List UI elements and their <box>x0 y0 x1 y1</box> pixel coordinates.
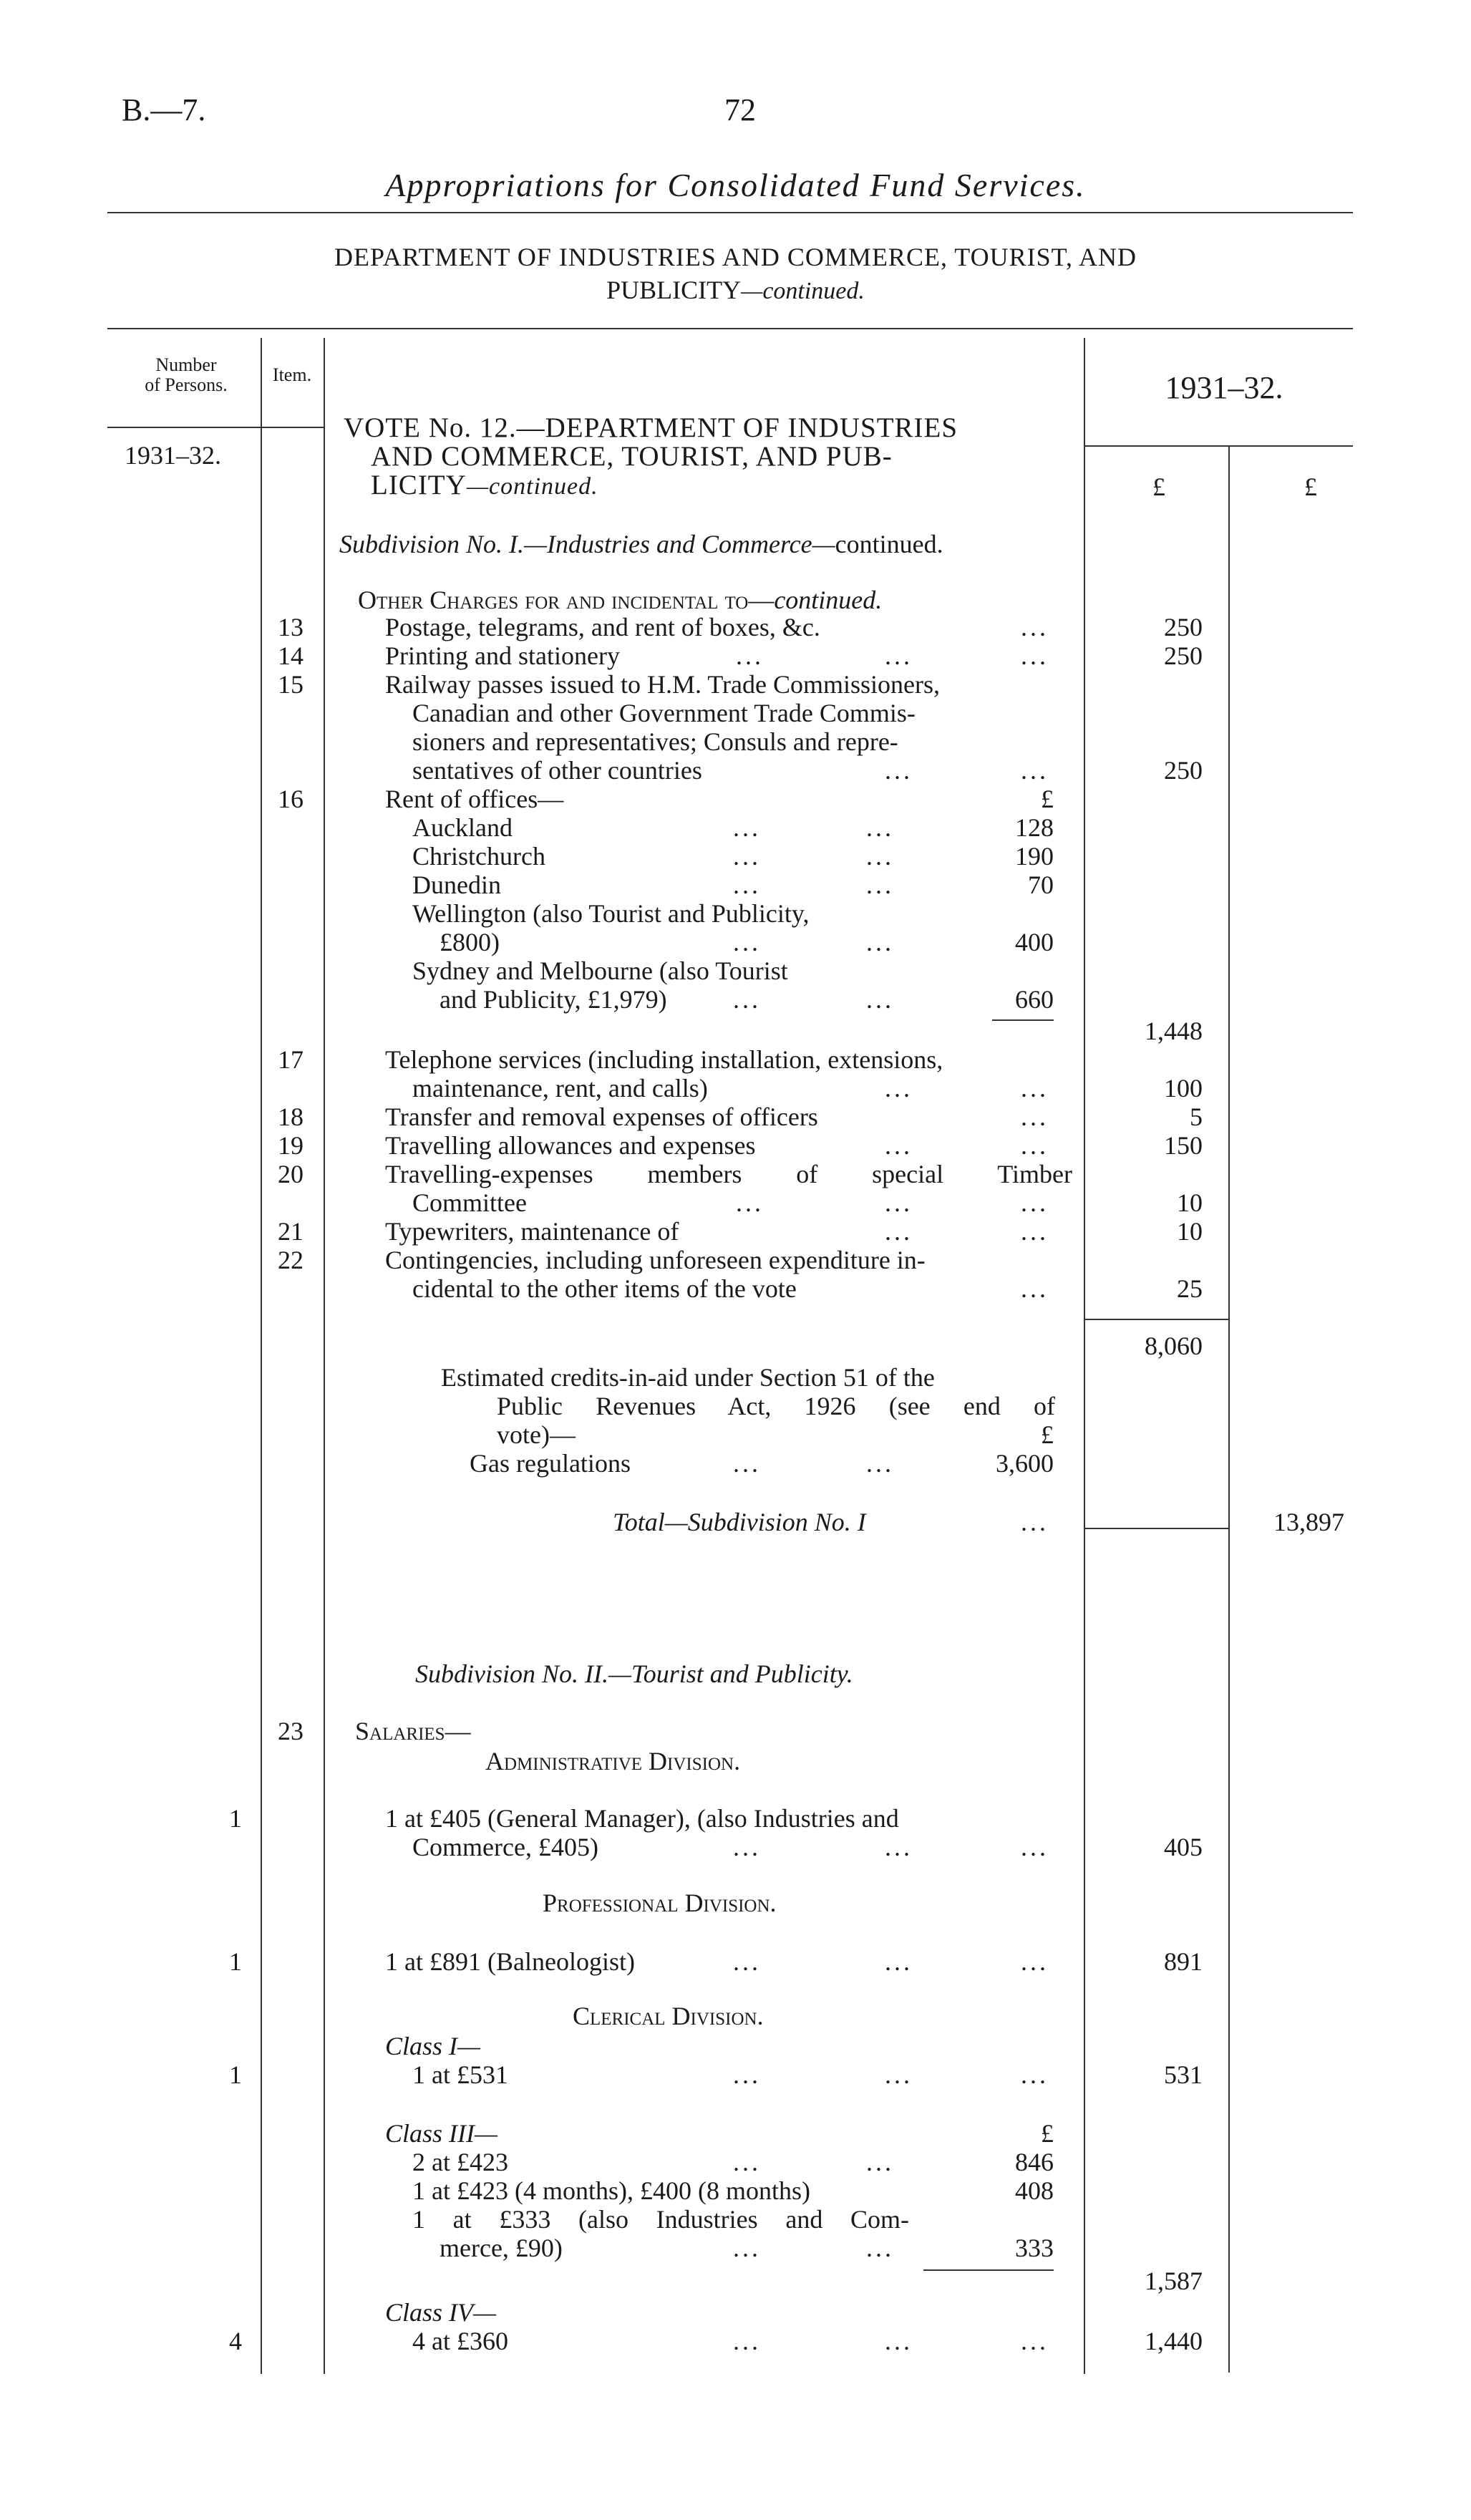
leader-dots: ... <box>733 842 761 871</box>
credits-text-line: Public Revenues Act, 1926 (see end of <box>497 1392 1055 1420</box>
leader-dots: ... <box>1021 756 1049 785</box>
salary-line: 1 at £405 (General Manager), (also Industries and <box>385 1804 899 1833</box>
column-divider-item <box>324 338 325 2374</box>
item-text: Transfer and removal expenses of officers <box>385 1102 818 1131</box>
class-1-label: Class I— <box>385 2032 481 2060</box>
column-divider-persons <box>261 338 262 2374</box>
leader-dots: ... <box>733 2148 761 2176</box>
item-number: 16 <box>278 785 304 813</box>
page-title: Appropriations for Consolidated Fund Services. <box>385 167 1086 203</box>
item-text-line: Contingencies, including unforeseen expenditure in- <box>385 1246 926 1274</box>
item-amount: 25 <box>1177 1274 1203 1303</box>
item-amount: 5 <box>1190 1102 1203 1131</box>
subdivision-2-heading: Subdivision No. II.—Tourist and Publicity. <box>415 1659 853 1688</box>
leader-dots: ... <box>866 1449 894 1478</box>
rent-office-name: Auckland <box>412 813 513 842</box>
class-3-subtotal-rule <box>923 2269 1054 2271</box>
item-number: 18 <box>278 1102 304 1131</box>
leader-dots: ... <box>885 1833 913 1861</box>
professional-division-heading: Professional Division. <box>543 1889 777 1917</box>
leader-dots: ... <box>1021 1274 1049 1303</box>
item-number: 22 <box>278 1246 304 1274</box>
document-reference: B.—7. <box>122 92 206 127</box>
item-text-line: cidental to the other items of the vote <box>412 1274 797 1303</box>
item-text-line: Canadian and other Government Trade Commis- <box>412 699 916 727</box>
item-amount: 100 <box>1164 1074 1203 1102</box>
leader-dots: ... <box>1021 641 1049 670</box>
leader-dots: ... <box>1021 2327 1049 2355</box>
leader-dots: ... <box>885 2060 913 2089</box>
leader-dots: ... <box>1021 1833 1049 1861</box>
leader-dots: ... <box>866 871 894 899</box>
item-number: 23 <box>278 1717 304 1745</box>
leader-dots: ... <box>866 2234 894 2262</box>
item-number: 21 <box>278 1217 304 1246</box>
leader-dots: ... <box>733 871 761 899</box>
rent-office-value: 400 <box>1015 928 1054 956</box>
item-number: 15 <box>278 670 304 699</box>
item-text: Typewriters, maintenance of <box>385 1217 679 1246</box>
leader-dots: ... <box>733 1947 761 1976</box>
persons-count: 4 <box>229 2327 242 2355</box>
subdivision-1-heading: Subdivision No. I.—Industries and Commerce—continued. <box>339 530 943 558</box>
credits-text-line: vote)— <box>497 1420 576 1449</box>
leader-dots: ... <box>866 813 894 842</box>
department-heading-line1: DEPARTMENT OF INDUSTRIES AND COMMERCE, TOURIST, AND <box>334 243 1137 271</box>
leader-dots: ... <box>1021 1102 1049 1131</box>
persons-header-rule <box>107 427 261 428</box>
leader-dots: ... <box>733 2327 761 2355</box>
item-number: 20 <box>278 1160 304 1188</box>
leader-dots: ... <box>1021 613 1049 641</box>
salary-line: 2 at £423 <box>412 2148 508 2176</box>
credits-text-line: Estimated credits-in-aid under Section 51 of the <box>441 1363 935 1392</box>
rent-office-value: 660 <box>1015 985 1054 1014</box>
rent-office-name: Christchurch <box>412 842 545 871</box>
leader-dots: ... <box>885 1188 913 1217</box>
item-text-line: Railway passes issued to H.M. Trade Commissioners, <box>385 670 941 699</box>
vote-heading-line2: AND COMMERCE, TOURIST, AND PUB- <box>371 441 893 472</box>
rent-office-name: Dunedin <box>412 871 501 899</box>
leader-dots: ... <box>1021 1074 1049 1102</box>
item-amount: 150 <box>1164 1131 1203 1160</box>
salary-line: Commerce, £405) <box>412 1833 598 1861</box>
gas-regulations-label: Gas regulations <box>470 1449 631 1478</box>
leader-dots: ... <box>733 813 761 842</box>
leader-dots: ... <box>885 2327 913 2355</box>
leader-dots: ... <box>1021 1217 1049 1246</box>
rent-subtotal-rule <box>992 1019 1054 1021</box>
leader-dots: ... <box>733 1449 761 1478</box>
item-text-line: maintenance, rent, and calls) <box>412 1074 708 1102</box>
rent-pound-sign: £ <box>1041 785 1054 813</box>
class-3-value: 333 <box>1015 2234 1054 2262</box>
leader-dots: ... <box>885 1074 913 1102</box>
leader-dots: ... <box>866 928 894 956</box>
leader-dots: ... <box>866 2148 894 2176</box>
item-number: 19 <box>278 1131 304 1160</box>
item-number: 13 <box>278 613 304 641</box>
item-amount: 10 <box>1177 1217 1203 1246</box>
salaries-heading: Salaries— <box>355 1717 471 1745</box>
persons-count: 1 <box>229 1804 242 1833</box>
item-number: 17 <box>278 1045 304 1074</box>
salary-line: 1 at £891 (Balneologist) <box>385 1947 635 1976</box>
salary-line: 1 at £333 (also Industries and Com- <box>412 2205 909 2234</box>
salary-line: 1 at £531 <box>412 2060 508 2089</box>
leader-dots: ... <box>1021 1188 1049 1217</box>
item-text-line: Committee <box>412 1188 527 1217</box>
persons-count: 1 <box>229 2060 242 2089</box>
title-rule <box>107 212 1353 213</box>
other-charges-heading: Other Charges for and incidental to—continued. <box>358 586 883 614</box>
rent-office-value: 70 <box>1028 871 1054 899</box>
persons-year-header: 1931–32. <box>125 441 221 470</box>
clerical-division-heading: Clerical Division. <box>573 2002 764 2030</box>
vote-heading-line1: VOTE No. 12.—DEPARTMENT OF INDUSTRIES <box>344 412 958 443</box>
rent-office-value: 190 <box>1015 842 1054 871</box>
class-3-pound-sign: £ <box>1041 2119 1054 2148</box>
item-amount: 250 <box>1164 613 1203 641</box>
rent-total: 1,448 <box>1145 1017 1203 1045</box>
leader-dots: ... <box>733 985 761 1014</box>
class-4-label: Class IV— <box>385 2298 497 2327</box>
class-3-value: 408 <box>1015 2176 1054 2205</box>
leader-dots: ... <box>1021 1947 1049 1976</box>
salary-line: 4 at £360 <box>412 2327 508 2355</box>
leader-dots: ... <box>733 1833 761 1861</box>
department-rule <box>107 328 1353 329</box>
column-divider-amount <box>1228 447 1230 2373</box>
charges-total: 8,060 <box>1145 1332 1203 1360</box>
leader-dots: ... <box>885 1217 913 1246</box>
item-column-header: Item. <box>272 364 312 385</box>
rent-office-name: Sydney and Melbourne (also Tourist <box>412 956 788 985</box>
item-text: Travelling allowances and expenses <box>385 1131 756 1160</box>
charges-total-rule <box>1085 1319 1228 1320</box>
subdivision-1-total-label: Total—Subdivision No. I <box>613 1508 866 1536</box>
leader-dots: ... <box>736 641 764 670</box>
salary-amount: 531 <box>1164 2060 1203 2089</box>
gas-regulations-value: 3,600 <box>996 1449 1054 1478</box>
item-amount: 250 <box>1164 641 1203 670</box>
leader-dots: ... <box>1021 2060 1049 2089</box>
leader-dots: ... <box>866 985 894 1014</box>
item-text: Printing and stationery <box>385 641 620 670</box>
rent-office-name: £800) <box>440 928 500 956</box>
pound-column-1: £ <box>1152 472 1165 501</box>
amount-year-header: 1931–32. <box>1165 370 1283 405</box>
salary-amount: 405 <box>1164 1833 1203 1861</box>
class-3-value: 846 <box>1015 2148 1054 2176</box>
item-number: 14 <box>278 641 304 670</box>
item-amount: 250 <box>1164 756 1203 785</box>
salary-amount: 891 <box>1164 1947 1203 1976</box>
leader-dots: ... <box>885 641 913 670</box>
rent-office-name: and Publicity, £1,979) <box>440 985 667 1014</box>
leader-dots: ... <box>733 928 761 956</box>
item-header-rule <box>262 427 324 428</box>
leader-dots: ... <box>736 1188 764 1217</box>
salary-amount: 1,440 <box>1145 2327 1203 2355</box>
department-heading-line2: PUBLICITY—continued. <box>606 276 865 304</box>
leader-dots: ... <box>885 756 913 785</box>
item-text-line: sentatives of other countries <box>412 756 702 785</box>
amount-header-rule <box>1085 445 1353 447</box>
rent-office-name: Wellington (also Tourist and Publicity, <box>412 899 810 928</box>
subdivision-1-total-rule <box>1085 1528 1228 1529</box>
column-divider-text <box>1084 338 1085 2374</box>
vote-heading-line3: LICITY—continued. <box>371 470 598 500</box>
rent-office-value: 128 <box>1015 813 1054 842</box>
credits-pound-sign: £ <box>1041 1420 1054 1449</box>
salary-line: merce, £90) <box>440 2234 563 2262</box>
leader-dots: ... <box>1021 1131 1049 1160</box>
rent-label: Rent of offices— <box>385 785 564 813</box>
persons-count: 1 <box>229 1947 242 1976</box>
salary-line: 1 at £423 (4 months), £400 (8 months) <box>412 2176 810 2205</box>
item-amount: 10 <box>1177 1188 1203 1217</box>
pound-column-2: £ <box>1304 472 1317 501</box>
subdivision-1-total: 13,897 <box>1273 1508 1344 1536</box>
administrative-division-heading: Administrative Division. <box>485 1747 741 1775</box>
leader-dots: ... <box>866 842 894 871</box>
item-text-line: sioners and representatives; Consuls and repre- <box>412 727 898 756</box>
item-text-line: Telephone services (including installation, extensions, <box>385 1045 943 1074</box>
leader-dots: ... <box>885 1131 913 1160</box>
leader-dots: ... <box>733 2060 761 2089</box>
persons-column-header: Number of Persons. <box>145 354 228 395</box>
class-3-label: Class III— <box>385 2119 498 2148</box>
leader-dots: ... <box>1021 1508 1049 1536</box>
leader-dots: ... <box>733 2234 761 2262</box>
leader-dots: ... <box>885 1947 913 1976</box>
page-number: 72 <box>724 92 756 127</box>
class-3-total: 1,587 <box>1145 2267 1203 2295</box>
item-text: Postage, telegrams, and rent of boxes, &c. <box>385 613 820 641</box>
item-text-line: Travelling-expenses members of special Timber <box>385 1160 1072 1188</box>
